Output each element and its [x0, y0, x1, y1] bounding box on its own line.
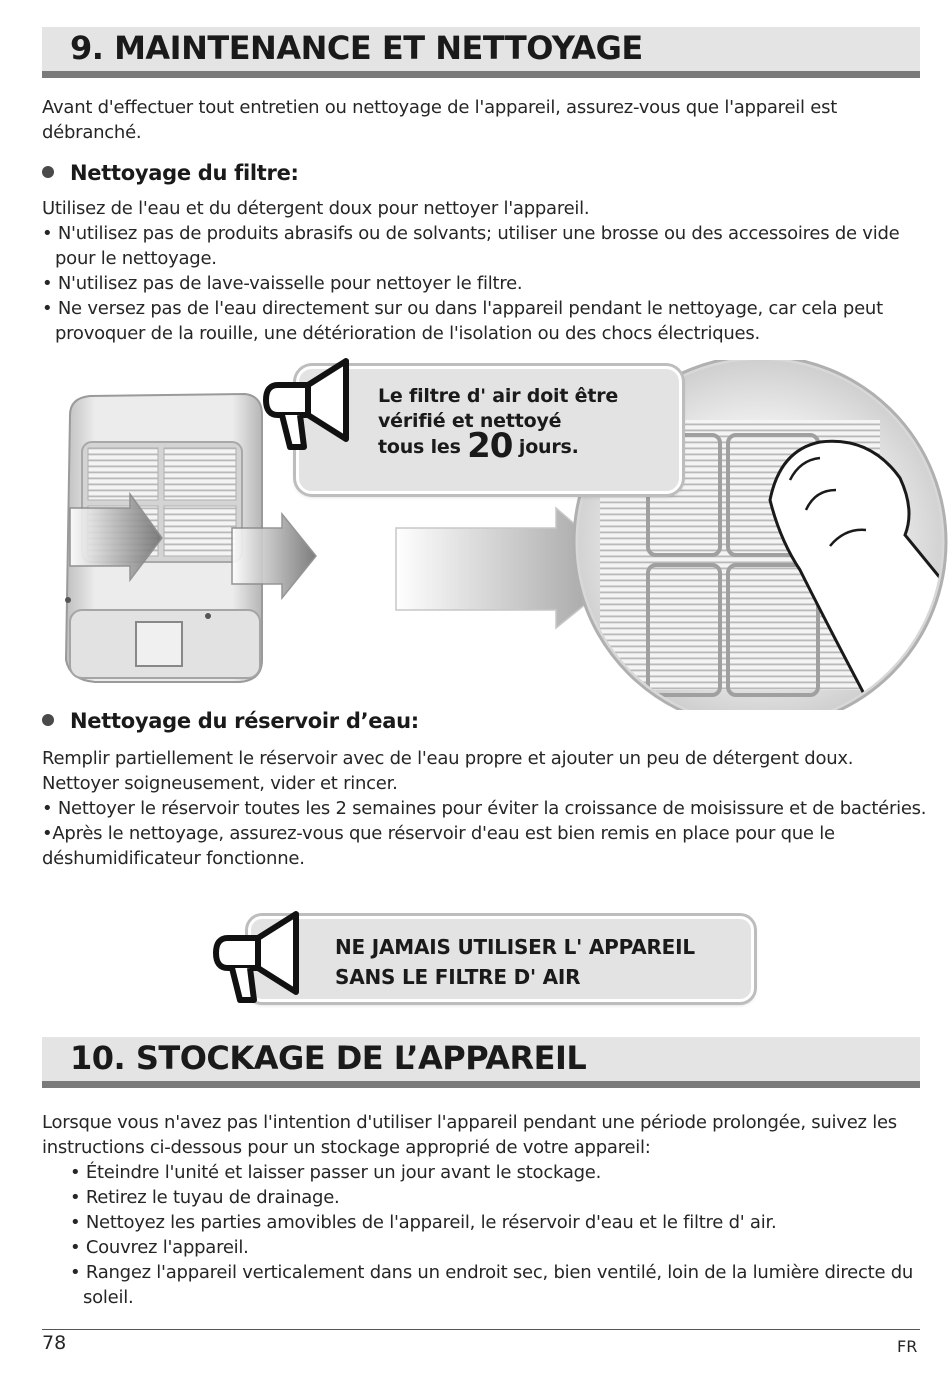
section-10-intro: Lorsque vous n'avez pas l'intention d'utiliser l'appareil pendant une période prolongée, suivez les instructions ci-dessous pour un stockage approprié de votre appareil:	[42, 1112, 897, 1158]
tank-heading-text: Nettoyage du réservoir d’eau:	[70, 709, 419, 733]
filter-interval-text	[378, 384, 619, 466]
filter-bullet: • N'utilisez pas de produits abrasifs ou de solvants; utiliser une brosse ou des accessoires de vide pour le nettoyage.	[42, 223, 900, 269]
page-number: 78	[42, 1332, 67, 1354]
section-10-title: 10. STOCKAGE DE L’APPAREIL	[70, 1039, 587, 1077]
callout-line-post: jours.	[518, 436, 579, 458]
footer-divider	[42, 1329, 920, 1330]
section-10-body	[42, 1110, 928, 1310]
section-9-header	[42, 27, 920, 78]
section-9-title: 9. MAINTENANCE ET NETTOYAGE	[70, 29, 643, 67]
section-9-intro: Avant d'effectuer tout entretien ou nettoyage de l'appareil, assurez-vous que l'appareil est débranché.	[42, 97, 837, 143]
warning-line: SANS LE FILTRE D' AIR	[335, 965, 581, 989]
callout-line-pre: tous les	[378, 436, 461, 458]
filter-lead: Utilisez de l'eau et du détergent doux pour nettoyer l'appareil.	[42, 198, 590, 219]
storage-list	[42, 1160, 928, 1310]
list-item: • Éteindre l'unité et laisser passer un jour avant le stockage.	[70, 1162, 602, 1183]
bullet-dot-icon	[42, 166, 54, 178]
list-item: • Nettoyez les parties amovibles de l'appareil, le réservoir d'eau et le filtre d' air.	[70, 1212, 777, 1233]
filter-instructions	[42, 196, 928, 346]
bullet-dot-icon	[42, 714, 54, 726]
language-code: FR	[897, 1337, 918, 1356]
megaphone-icon	[258, 355, 368, 455]
list-item: • Rangez l'appareil verticalement dans un endroit sec, bien ventilé, loin de la lumière directe du soleil.	[70, 1262, 914, 1308]
megaphone-icon	[208, 908, 318, 1008]
warning-line: NE JAMAIS UTILISER L' APPAREIL	[335, 935, 695, 959]
tank-line: •Après le nettoyage, assurez-vous que réservoir d'eau est bien remis en place pour que le déshumidificateur fonctionne.	[42, 823, 835, 869]
filter-heading	[42, 161, 299, 185]
list-item: • Retirez le tuyau de drainage.	[70, 1187, 340, 1208]
filter-heading-text: Nettoyage du filtre:	[70, 161, 299, 185]
interval-days-number: 20	[467, 426, 513, 466]
tank-instructions	[42, 746, 928, 871]
list-item: • Couvrez l'appareil.	[70, 1237, 249, 1258]
callout-line: vérifié et nettoyé	[378, 410, 562, 432]
warning-text	[335, 932, 695, 992]
tank-line: Remplir partiellement le réservoir avec de l'eau propre et ajouter un peu de détergent doux. Nettoyer soigneusement, vider et rincer.	[42, 748, 854, 794]
filter-bullet: • Ne versez pas de l'eau directement sur ou dans l'appareil pendant le nettoyage, car cela peut provoquer de la rouille, une détérioration de l'isolation ou des chocs électriques.	[42, 298, 883, 344]
section-10-header	[42, 1037, 920, 1088]
callout-line: Le filtre d' air doit être	[378, 385, 619, 407]
tank-heading	[42, 709, 419, 733]
tank-line: • Nettoyer le réservoir toutes les 2 semaines pour éviter la croissance de moisissure et de bactéries.	[42, 798, 927, 819]
callout-line	[378, 426, 618, 466]
filter-bullet: • N'utilisez pas de lave-vaisselle pour nettoyer le filtre.	[42, 273, 523, 294]
